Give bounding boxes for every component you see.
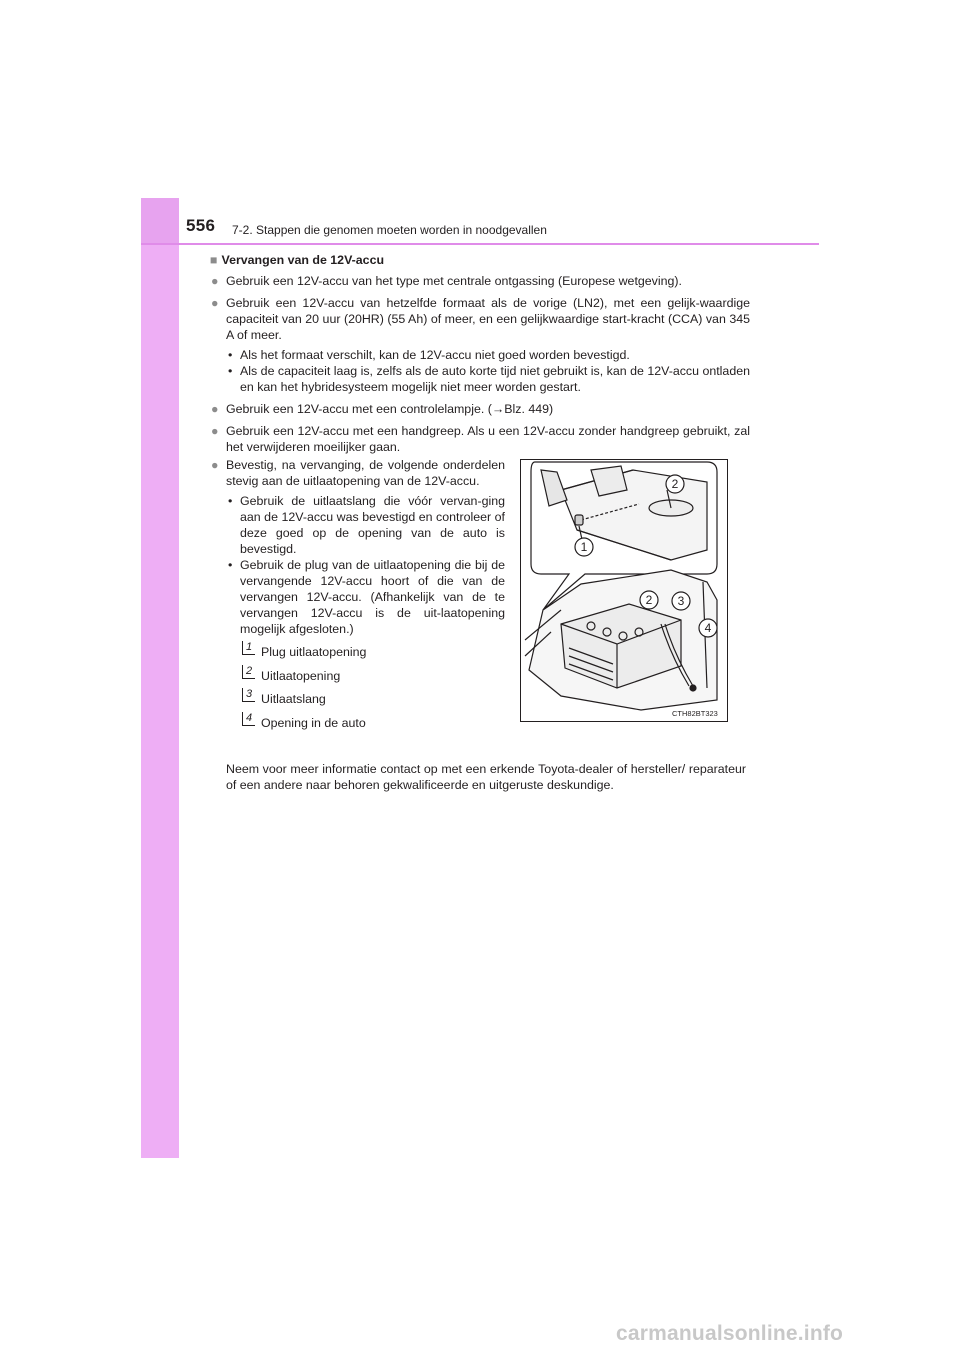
bullet-text: Bevestig, na vervanging, de volgende onderdelen stevig aan de uitlaatopening van de 12V-accu. (226, 458, 505, 488)
sub-item (224, 363, 750, 395)
legend-label: Opening in de auto (261, 715, 366, 730)
bullet-dot-icon: ● (211, 458, 219, 472)
bullet-item (210, 401, 750, 417)
bullet-dot-icon: ● (211, 274, 219, 288)
bullet-item (210, 295, 750, 343)
legend (226, 641, 505, 735)
bullet-text: Gebruik een 12V-accu met een controlelampje. (→Blz. 449) (226, 402, 554, 416)
sub-dot-icon: • (228, 558, 233, 572)
figure-code: CTH82BT323 (672, 709, 718, 718)
bullet-item (210, 457, 505, 489)
callout-label: 4 (704, 621, 712, 635)
battery-illustration (520, 459, 728, 722)
bullet-dot-icon: ● (211, 402, 219, 416)
battery-illustration-svg (521, 460, 727, 721)
callout-label: 2 (671, 477, 679, 491)
legend-label: Plug uitlaatopening (261, 645, 367, 659)
bullet-item (210, 423, 750, 455)
watermark: carmanualsonline.info (616, 1322, 844, 1345)
bullet-text: Gebruik een 12V-accu van hetzelfde formaat als de vorige (LN2), met een gelijk-waardige capaciteit van 20 uur (20HR) (55 Ah) of meer, en een gelijkwaardige start-kracht (CCA) van 345 A of meer. (226, 296, 750, 342)
heading-text: Vervangen van de 12V-accu (221, 253, 385, 267)
header-band (141, 198, 179, 244)
callout-label: 2 (645, 593, 653, 607)
page-number: 556 (186, 216, 216, 235)
legend-number: 3 (242, 688, 255, 702)
vent-plug-shape (575, 515, 583, 525)
sub-item (224, 493, 505, 557)
section-heading (210, 252, 750, 268)
legend-label: Uitlaatopening (261, 668, 341, 683)
footer-paragraph: Neem voor meer informatie contact op met een erkende Toyota-dealer of hersteller/ reparateur of een andere naar behoren gekwalificeerde en uitgeruste deskundige. (226, 762, 746, 792)
sub-item (224, 347, 750, 363)
legend-label: Uitlaatslang (261, 692, 326, 706)
square-marker-icon: ■ (210, 253, 218, 267)
legend-number: 1 (242, 641, 255, 655)
sub-list (210, 347, 750, 395)
header-rule (141, 243, 819, 245)
main-content (210, 252, 750, 461)
callout-label: 3 (677, 594, 685, 608)
legend-row (226, 712, 505, 736)
sub-dot-icon: • (228, 348, 233, 362)
legend-row (226, 665, 505, 689)
bullet-text: Gebruik een 12V-accu van het type met centrale ontgassing (Europese wetgeving). (226, 274, 682, 288)
legend-row (226, 688, 505, 712)
bullet-dot-icon: ● (211, 424, 219, 438)
attach-column (211, 457, 505, 735)
bullet-dot-icon: ● (211, 296, 219, 310)
bullet-text: Gebruik een 12V-accu met een handgreep. Als u een 12V-accu zonder handgreep gebruikt, zal het verwijderen moeilijker gaan. (226, 424, 750, 454)
legend-number: 4 (242, 712, 255, 726)
bullet-item (210, 273, 750, 289)
sub-item (224, 557, 505, 637)
callout-label: 1 (580, 540, 588, 554)
sub-text: Als de capaciteit laag is, zelfs als de auto korte tijd niet gebruikt is, kan de 12V-accu ontladen en kan het hybridesysteem mogelijk niet meer worden gestart. (240, 364, 750, 394)
side-tab (141, 198, 179, 1158)
section-title: 7-2. Stappen die genomen moeten worden in noodgevallen (232, 223, 547, 237)
sub-dot-icon: • (228, 364, 233, 378)
legend-row (226, 641, 505, 665)
legend-number: 2 (242, 665, 255, 679)
sub-dot-icon: • (228, 494, 233, 508)
sub-text: Gebruik de plug van de uitlaatopening die bij de vervangende 12V-accu hoort of die van de vervangen 12V-accu. (Afhankelijk van de te vervangen 12V-accu is de uit-laatopening mogelijk afgesloten.) (240, 558, 505, 636)
sub-text: Gebruik de uitlaatslang die vóór vervan-ging aan de 12V-accu was bevestigd en controleer of deze goed op de opening van de auto is bevestigd. (240, 494, 505, 556)
sub-text: Als het formaat verschilt, kan de 12V-accu niet goed worden bevestigd. (240, 348, 630, 362)
